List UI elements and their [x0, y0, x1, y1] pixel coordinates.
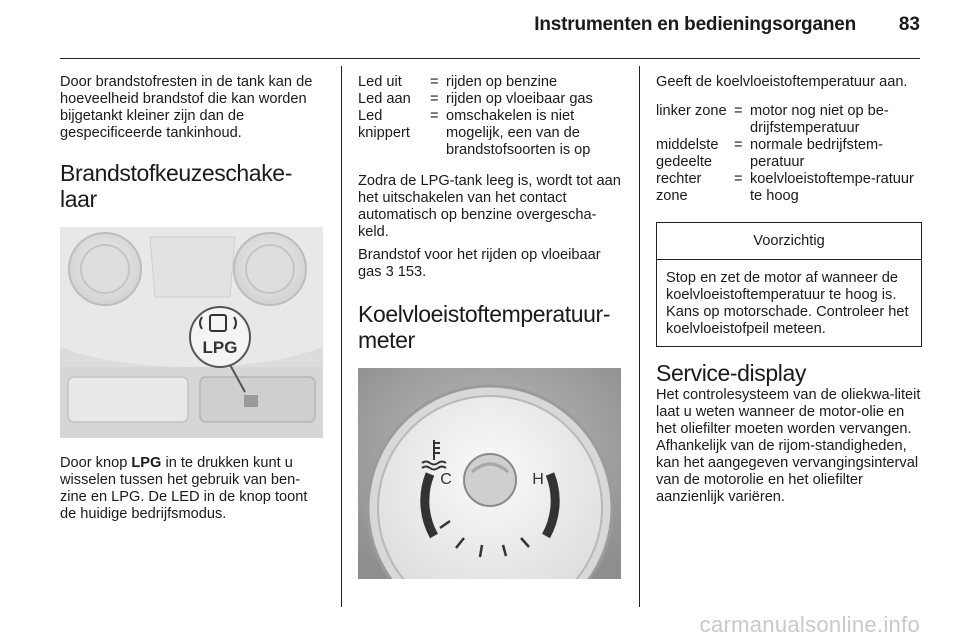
- led-row: Led uit = rijden op benzine: [358, 74, 558, 90]
- column-left: [60, 74, 326, 523]
- header-rule: [60, 58, 920, 59]
- lpg-button-figure: [60, 227, 323, 438]
- led-row: Led aan = rijden op vloeibaar gas: [358, 91, 593, 107]
- section-heading-service-display: Service-display: [656, 360, 806, 386]
- column-divider-2: [639, 66, 640, 607]
- page-reference-link[interactable]: 3 153.: [385, 264, 427, 280]
- caution-box: [656, 222, 922, 347]
- page-number: 83: [898, 14, 920, 35]
- column-middle: [358, 74, 624, 579]
- service-display-paragraph: Het controlesysteem van de oliekwa-liteit laat u weten wanneer de motor-olie en het oliefilter moeten worden vervangen. Afhankelijk van de rijom-standigheden, kan het aangegeven vervangingsinterval van de motorolie en het oliefilter aanzienlijk variëren.: [656, 387, 921, 505]
- running-title: Instrumenten en bedieningsorganen: [534, 14, 856, 35]
- intro-paragraph: Door brandstofresten in de tank kan de hoeveelheid brandstof die kan worden bijgetankt kleiner zijn dan de gespecificeerde tankinhoud.: [60, 74, 313, 141]
- coolant-intro: Geeft de koelvloeistoftemperatuur aan.: [656, 74, 908, 90]
- coolant-gauge-figure: [358, 368, 621, 579]
- lpg-dashboard-illustration: [60, 227, 323, 438]
- caution-body: Stop en zet de motor af wanneer de koelvloeistoftemperatuur te hoog is. Kans op motorschade. Controleer het koelvloeistofpeil meteen.: [666, 270, 909, 337]
- lpg-figure-label: LPG: [202, 338, 238, 357]
- gauge-cold-label: C: [440, 471, 452, 488]
- gauge-hot-label: H: [532, 471, 544, 488]
- column-right: [656, 74, 922, 506]
- coolant-zone-list: [656, 103, 922, 205]
- caution-title: Voorzichtig: [657, 223, 921, 260]
- lpg-empty-paragraph: Zodra de LPG-tank leeg is, wordt tot aan het uitschakelen van het contact automatisch op benzine overgescha-keld.: [358, 173, 621, 240]
- zone-row: linker zone = motor nog niet op be-drijfstemperatuur: [656, 103, 889, 136]
- led-status-list: [358, 74, 624, 159]
- section-heading-fuel-selector: Brandstofkeuzeschake- laar: [60, 160, 292, 212]
- section-heading-coolant: Koelvloeistoftemperatuur- meter: [358, 301, 611, 353]
- lpg-reference-paragraph: Brandstof voor het rijden op vloeibaar gas 3 153.: [358, 247, 601, 280]
- zone-row: middelste gedeelte = normale bedrijfstem-peratuur: [656, 137, 884, 170]
- zone-row: rechter zone = koelvloeistoftempe-ratuur te hoog: [656, 171, 914, 204]
- watermark: carmanualsonline.info: [699, 612, 920, 637]
- led-row: Led knippert = omschakelen is niet mogelijk, een van de brandstofsoorten is op: [358, 108, 591, 158]
- column-divider-1: [341, 66, 342, 607]
- lpg-button-paragraph: Door knop LPG in te drukken kunt u wisselen tussen het gebruik van ben-zine en LPG. De LED in de knop toont de huidige bedrijfsmodus.: [60, 455, 308, 522]
- coolant-gauge-illustration: [358, 368, 621, 579]
